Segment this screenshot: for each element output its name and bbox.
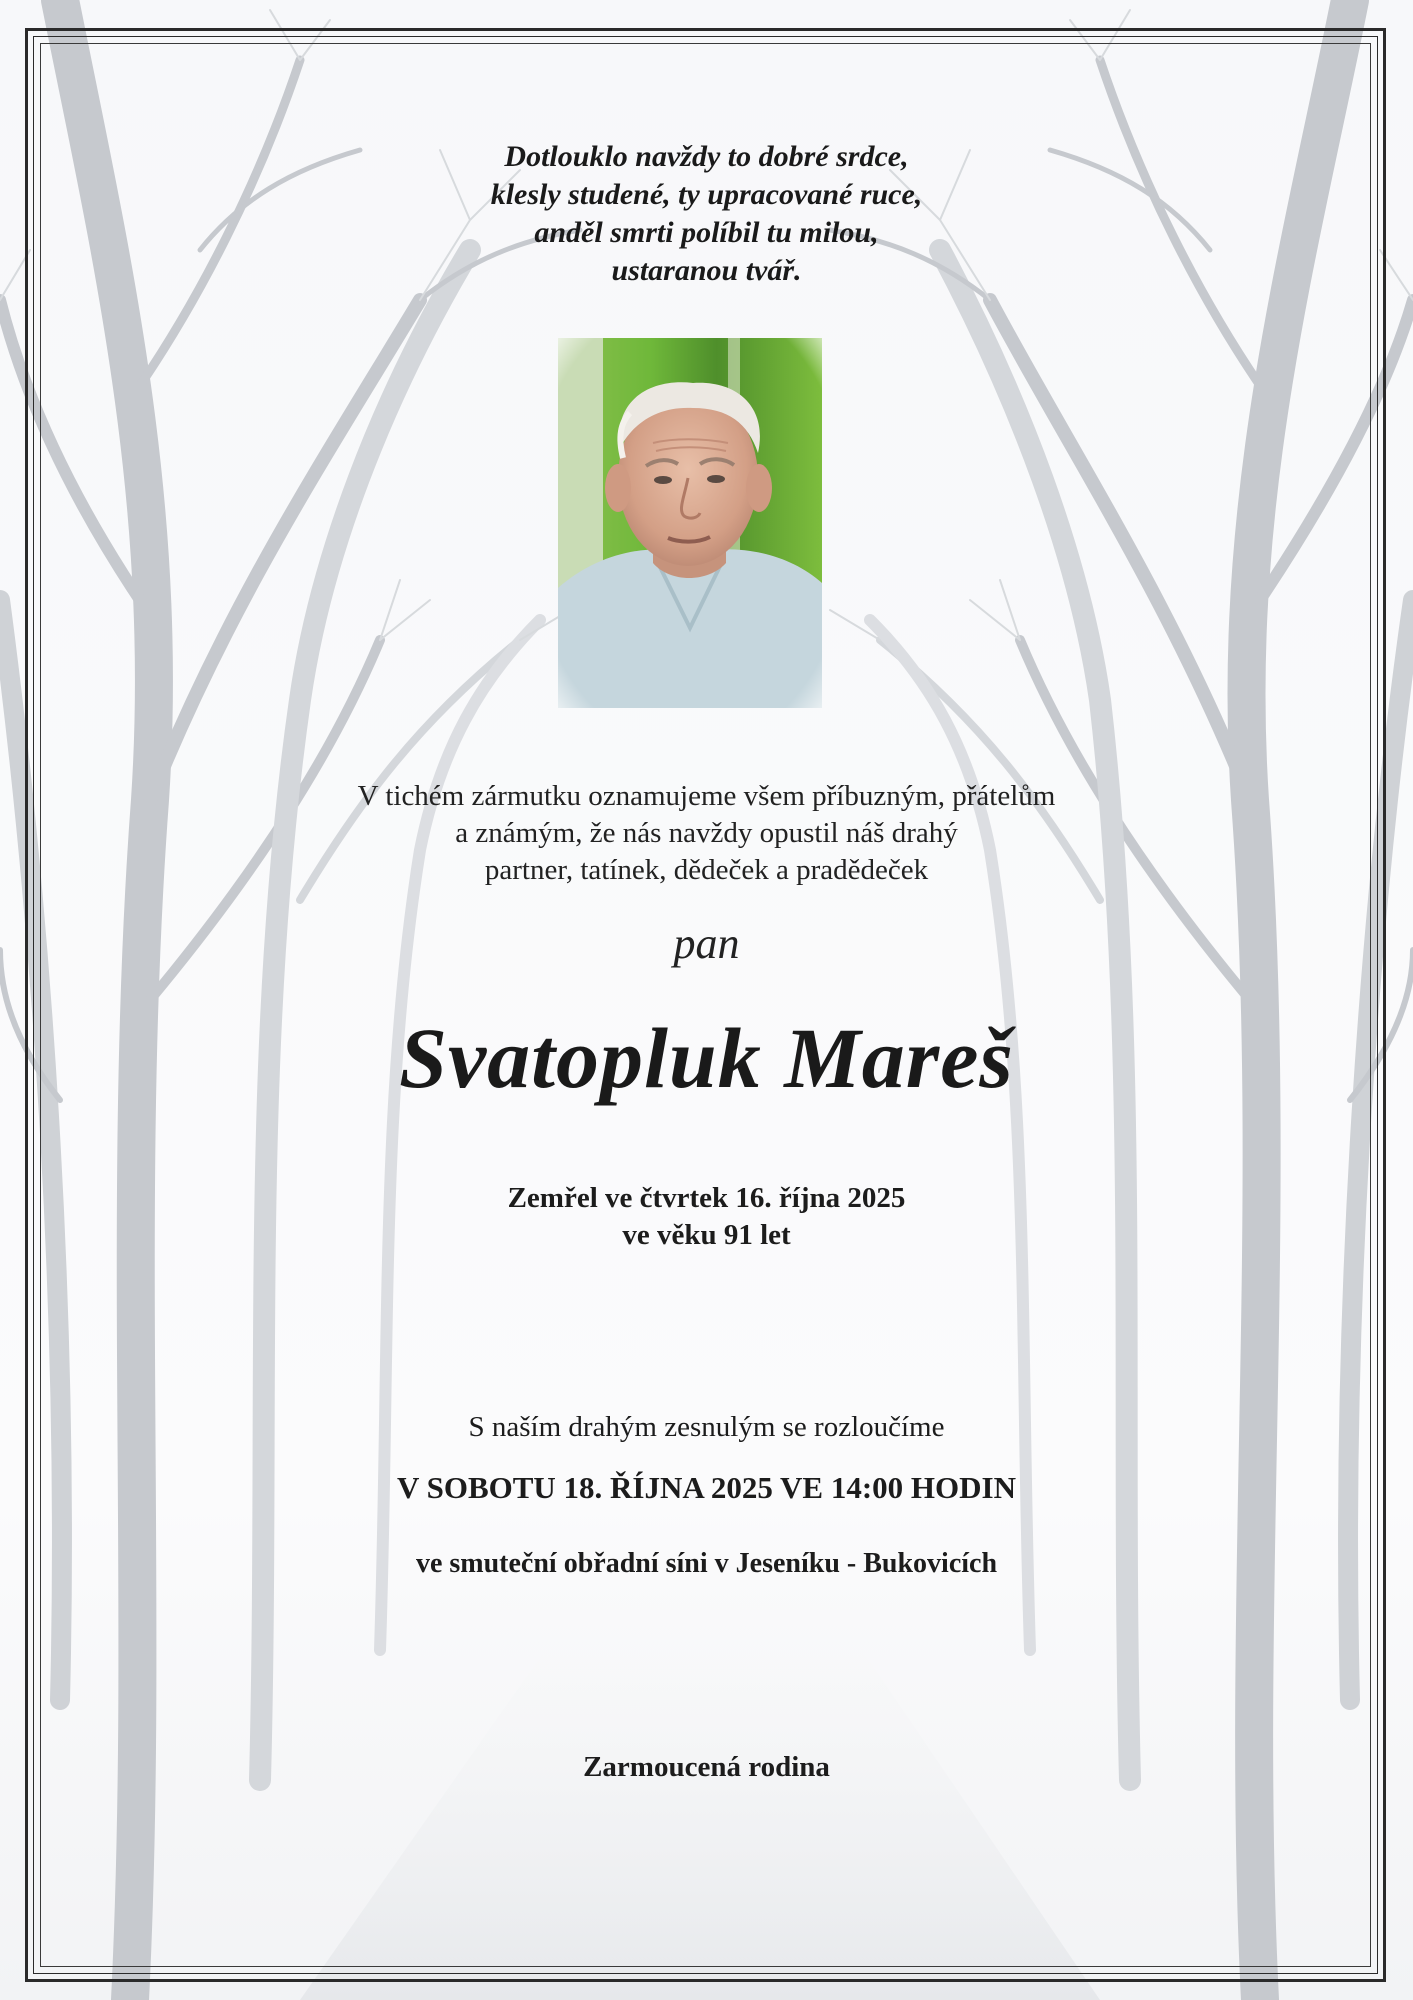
- salutation: pan: [673, 919, 740, 968]
- border-frame-inner: [40, 43, 1371, 1967]
- farewell-date-time: V SOBOTU 18. ŘÍJNA 2025 VE 14:00 HODIN: [397, 1470, 1016, 1505]
- death-date: Zemřel ve čtvrtek 16. října 2025: [507, 1182, 906, 1214]
- death-age: ve věku 91 let: [622, 1219, 791, 1251]
- farewell-intro: S naším drahým zesnulým se rozloučíme: [468, 1411, 945, 1443]
- family-signature: Zarmoucená rodina: [583, 1751, 830, 1783]
- poem-line: Dotlouklo navždy to dobré srdce,: [504, 140, 909, 173]
- deceased-name: Svatopluk Mareš: [399, 1010, 1014, 1106]
- farewell-place: ve smuteční obřadní síni v Jeseníku - Bukovicích: [415, 1548, 998, 1579]
- death-details: [0, 1180, 1413, 1254]
- poem-line: ustaranou tvář.: [611, 254, 802, 287]
- poem-line: anděl smrti políbil tu milou,: [534, 216, 879, 249]
- death-announcement: [0, 778, 1413, 889]
- announcement-line: partner, tatínek, dědeček a pradědeček: [484, 854, 929, 886]
- announcement-line: V tichém zármutku oznamujeme všem příbuzným, přátelům: [357, 780, 1056, 812]
- memorial-poem: [0, 138, 1413, 290]
- announcement-line: a známým, že nás navždy opustil náš drahý: [455, 817, 958, 849]
- deceased-portrait-photo: [558, 338, 822, 708]
- poem-line: klesly studené, ty upracované ruce,: [490, 178, 923, 211]
